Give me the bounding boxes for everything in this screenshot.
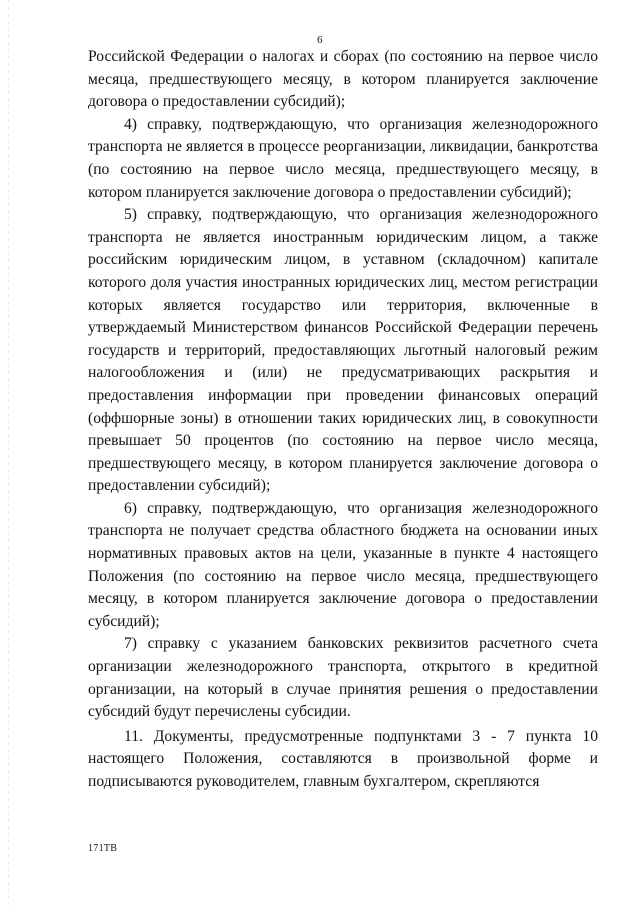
paragraph-continuation: Российской Федерации о налогах и сборах (по состоянию на первое число месяца, предшествующего месяцу, в котором планируется заключение договора о предоставлении субсидий); [88, 48, 598, 111]
scan-edge-artifact [8, 0, 9, 905]
paragraph-item-4: 4) справку, подтверждающую, что организация железнодорожного транспорта не является в процессе реорганизации, ликвидации, банкротства (по состоянию на первое число месяца, предшествующего месяцу, в котором планируется заключение договора о предоставлении субсидий); [88, 115, 598, 201]
document-body [88, 46, 598, 794]
paragraph-item-5: 5) справку, подтверждающую, что организация железнодорожного транспорта не является иностранным юридическим лицом, а также российским юридическим лицом, в уставном (складочном) капитале которого доля участия иностранных юридических лиц, местом регистрации которых является государство или территория, включенные в утверждаемый Министерством финансов Российской Федерации перечень государств и территорий, предоставляющих льготный налоговый режим налогообложения и (или) не предусматривающих раскрытия и предоставления информации при проведении финансовых операций (оффшорные зоны) в отношении таких юридических лиц, в совокупности превышает 50 процентов (по состоянию на первое число месяца, предшествующего месяцу, в котором планируется заключение договора о предоставлении субсидий); [88, 206, 598, 495]
paragraph-item-6: 6) справку, подтверждающую, что организация железнодорожного транспорта не получает средства областного бюджета на основании иных нормативных правовых актов на цели, указанные в пункте 4 настоящего Положения (по состоянию на первое число месяца, предшествующего месяцу, в котором планируется заключение договора о предоставлении субсидий); [88, 499, 598, 630]
paragraph-item-7: 7) справку с указанием банковских реквизитов расчетного счета организации железнодорожного транспорта, открытого в кредитной организации, на который в случае принятия решения о предоставлении субсидий будут перечислены субсидии. [88, 635, 598, 721]
page-number: 6 [317, 34, 323, 46]
paragraph-section-11: 11. Документы, предусмотренные подпунктами 3 - 7 пункта 10 настоящего Положения, составляются в произвольной форме и подписываются руководителем, главным бухгалтером, скрепляются [88, 727, 598, 790]
document-code: 171ТВ [88, 843, 118, 854]
